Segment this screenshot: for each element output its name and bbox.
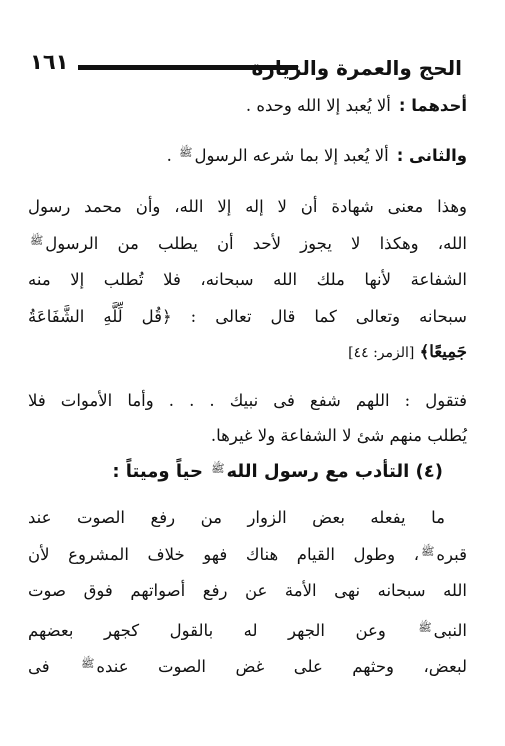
running-title: الحج والعمرة والزيارة bbox=[251, 56, 462, 80]
paragraph-line: الشفاعة لأنها ملك الله سبحانه، فلا تُطلب إلا منه bbox=[28, 270, 467, 289]
page-header bbox=[30, 44, 462, 88]
paragraph-text: فى bbox=[28, 657, 80, 676]
section-heading-text: (٤) التأدب مع رسول الله bbox=[226, 461, 443, 482]
section-heading-text-end: حياً وميتاً : bbox=[112, 461, 210, 482]
paragraph-text: قبره bbox=[436, 545, 467, 564]
paragraph-text: النبى bbox=[433, 621, 467, 640]
salawat-mark: ﷺ bbox=[418, 621, 432, 634]
first-point-label: أحدهما : bbox=[398, 96, 467, 115]
paragraph-text: لبعض، وحثهم على غض الصوت عنده bbox=[96, 657, 467, 676]
second-point-end: . bbox=[166, 146, 178, 165]
section-heading bbox=[28, 458, 443, 488]
paragraph-line bbox=[28, 230, 467, 260]
paragraph-text: ، وطول القيام هناك فهو خلاف المشروع لأن bbox=[28, 545, 420, 564]
first-point-text: ألا يُعبد إلا الله وحده . bbox=[245, 96, 391, 115]
paragraph-line bbox=[28, 617, 467, 647]
salawat-mark: ﷺ bbox=[30, 234, 44, 247]
first-point-line bbox=[28, 92, 467, 120]
page-number: ١٦١ bbox=[30, 50, 69, 74]
second-point-label: والثانى : bbox=[396, 146, 467, 165]
paragraph-line: الله سبحانه نهى الأمة عن رفع أصواتهم فوق صوت bbox=[28, 581, 467, 600]
paragraph-line bbox=[28, 653, 467, 683]
verse-reference: [الزمر: ٤٤] bbox=[348, 345, 415, 361]
paragraph-line: وهذا معنى شهادة أن لا إله إلا الله، وأن محمد رسول bbox=[28, 197, 467, 216]
salawat-mark: ﷺ bbox=[211, 462, 225, 475]
salawat-mark: ﷺ bbox=[421, 545, 435, 558]
second-point-line bbox=[28, 142, 467, 172]
second-point-text: ألا يُعبد إلا بما شرعه الرسول bbox=[194, 146, 389, 165]
salawat-mark: ﷺ bbox=[179, 146, 193, 159]
paragraph-line: فتقول : اللهم شفع فى نبيك . . . وأما الأموات فلا bbox=[28, 391, 467, 410]
paragraph-text: الله، وهكذا لا يجوز لأحد أن يطلب من الرسول bbox=[45, 234, 467, 253]
quran-verse: جَمِيعًا﴾ bbox=[419, 342, 467, 361]
paragraph-line: ما يفعله بعض الزوار من رفع الصوت عند bbox=[28, 508, 445, 527]
salawat-mark: ﷺ bbox=[81, 657, 95, 670]
paragraph-line: سبحانه وتعالى كما قال تعالى : ﴿قُل لِّلَّهِ الشَّفَاعَةُ bbox=[28, 307, 467, 326]
paragraph-line bbox=[28, 541, 467, 571]
paragraph-line: يُطلب منهم شئ لا الشفاعة ولا غيرها. bbox=[210, 426, 467, 445]
paragraph-text: وعن الجهر له بالقول كجهر بعضهم bbox=[28, 621, 417, 640]
paragraph-line bbox=[28, 338, 467, 367]
